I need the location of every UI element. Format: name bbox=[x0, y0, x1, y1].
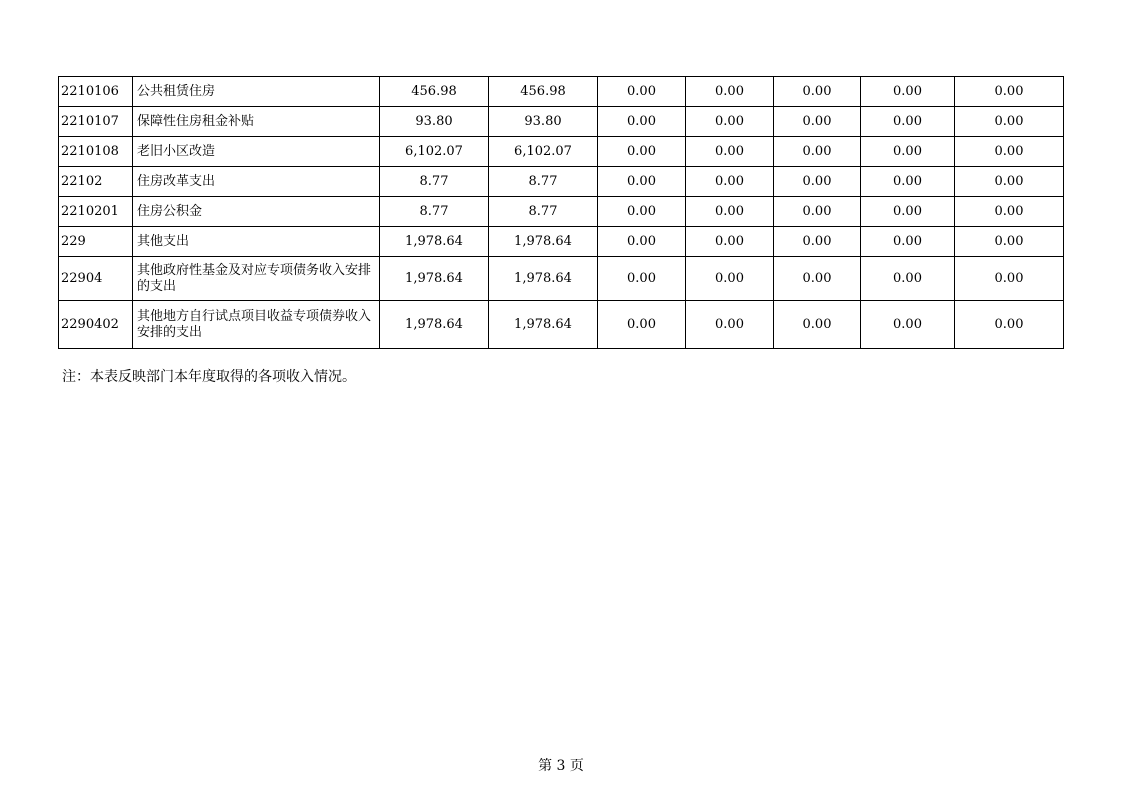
row-value-cell: 0.00 bbox=[861, 227, 955, 257]
row-value-cell: 0.00 bbox=[598, 197, 686, 227]
row-value-cell: 0.00 bbox=[861, 257, 955, 301]
row-value-cell: 0.00 bbox=[686, 137, 774, 167]
row-value-cell: 0.00 bbox=[686, 77, 774, 107]
row-value-cell: 0.00 bbox=[774, 301, 861, 349]
row-value-cell: 8.77 bbox=[489, 197, 598, 227]
table-row bbox=[59, 77, 1064, 107]
row-value-cell: 0.00 bbox=[774, 167, 861, 197]
row-value-cell: 0.00 bbox=[774, 137, 861, 167]
row-code-cell: 22102 bbox=[59, 167, 133, 197]
row-value-cell: 0.00 bbox=[686, 227, 774, 257]
row-value-cell: 456.98 bbox=[380, 77, 489, 107]
row-name-cell: 老旧小区改造 bbox=[133, 137, 380, 167]
row-name-cell: 其他支出 bbox=[133, 227, 380, 257]
table-row bbox=[59, 167, 1064, 197]
row-value-cell: 0.00 bbox=[598, 257, 686, 301]
row-value-cell: 0.00 bbox=[955, 107, 1064, 137]
row-value-cell: 8.77 bbox=[380, 167, 489, 197]
table-row bbox=[59, 197, 1064, 227]
row-value-cell: 0.00 bbox=[774, 107, 861, 137]
row-value-cell: 0.00 bbox=[598, 77, 686, 107]
row-value-cell: 6,102.07 bbox=[380, 137, 489, 167]
row-value-cell: 1,978.64 bbox=[489, 301, 598, 349]
row-value-cell: 1,978.64 bbox=[489, 227, 598, 257]
row-value-cell: 0.00 bbox=[955, 301, 1064, 349]
row-code-cell: 22904 bbox=[59, 257, 133, 301]
row-value-cell: 0.00 bbox=[774, 227, 861, 257]
row-name-cell: 公共租赁住房 bbox=[133, 77, 380, 107]
page-number: 第 3 页 bbox=[538, 758, 584, 774]
row-value-cell: 0.00 bbox=[955, 227, 1064, 257]
row-value-cell: 1,978.64 bbox=[380, 257, 489, 301]
row-value-cell: 6,102.07 bbox=[489, 137, 598, 167]
table-row bbox=[59, 137, 1064, 167]
row-value-cell: 0.00 bbox=[861, 301, 955, 349]
row-code-cell: 2210107 bbox=[59, 107, 133, 137]
row-name-cell: 其他地方自行试点项目收益专项债券收入安排的支出 bbox=[133, 301, 380, 349]
row-value-cell: 0.00 bbox=[955, 137, 1064, 167]
row-value-cell: 1,978.64 bbox=[380, 227, 489, 257]
row-value-cell: 0.00 bbox=[686, 257, 774, 301]
row-code-cell: 2210108 bbox=[59, 137, 133, 167]
row-value-cell: 0.00 bbox=[598, 227, 686, 257]
row-value-cell: 0.00 bbox=[598, 301, 686, 349]
row-value-cell: 0.00 bbox=[861, 197, 955, 227]
row-value-cell: 8.77 bbox=[489, 167, 598, 197]
table-row bbox=[59, 227, 1064, 257]
row-value-cell: 0.00 bbox=[598, 137, 686, 167]
row-value-cell: 0.00 bbox=[955, 257, 1064, 301]
row-name-cell: 住房公积金 bbox=[133, 197, 380, 227]
row-value-cell: 0.00 bbox=[955, 77, 1064, 107]
row-value-cell: 0.00 bbox=[686, 197, 774, 227]
row-name-cell: 住房改革支出 bbox=[133, 167, 380, 197]
row-code-cell: 2210201 bbox=[59, 197, 133, 227]
row-code-cell: 2290402 bbox=[59, 301, 133, 349]
budget-table bbox=[58, 76, 1064, 349]
table-row bbox=[59, 107, 1064, 137]
row-name-cell: 其他政府性基金及对应专项债务收入安排的支出 bbox=[133, 257, 380, 301]
table-row bbox=[59, 257, 1064, 301]
row-value-cell: 0.00 bbox=[861, 167, 955, 197]
row-value-cell: 0.00 bbox=[774, 77, 861, 107]
table-row bbox=[59, 301, 1064, 349]
row-value-cell: 1,978.64 bbox=[380, 301, 489, 349]
row-name-cell: 保障性住房租金补贴 bbox=[133, 107, 380, 137]
row-value-cell: 0.00 bbox=[598, 167, 686, 197]
row-value-cell: 0.00 bbox=[955, 197, 1064, 227]
table-body bbox=[59, 77, 1064, 349]
row-value-cell: 0.00 bbox=[686, 167, 774, 197]
row-value-cell: 0.00 bbox=[861, 107, 955, 137]
row-value-cell: 0.00 bbox=[774, 197, 861, 227]
row-value-cell: 0.00 bbox=[774, 257, 861, 301]
row-value-cell: 0.00 bbox=[686, 301, 774, 349]
row-value-cell: 0.00 bbox=[861, 77, 955, 107]
row-value-cell: 0.00 bbox=[686, 107, 774, 137]
row-value-cell: 8.77 bbox=[380, 197, 489, 227]
row-value-cell: 93.80 bbox=[489, 107, 598, 137]
row-code-cell: 2210106 bbox=[59, 77, 133, 107]
row-value-cell: 0.00 bbox=[861, 137, 955, 167]
row-value-cell: 1,978.64 bbox=[489, 257, 598, 301]
row-value-cell: 0.00 bbox=[955, 167, 1064, 197]
row-code-cell: 229 bbox=[59, 227, 133, 257]
row-value-cell: 0.00 bbox=[598, 107, 686, 137]
row-value-cell: 456.98 bbox=[489, 77, 598, 107]
row-value-cell: 93.80 bbox=[380, 107, 489, 137]
table-note: 注：本表反映部门本年度取得的各项收入情况。 bbox=[62, 369, 356, 385]
